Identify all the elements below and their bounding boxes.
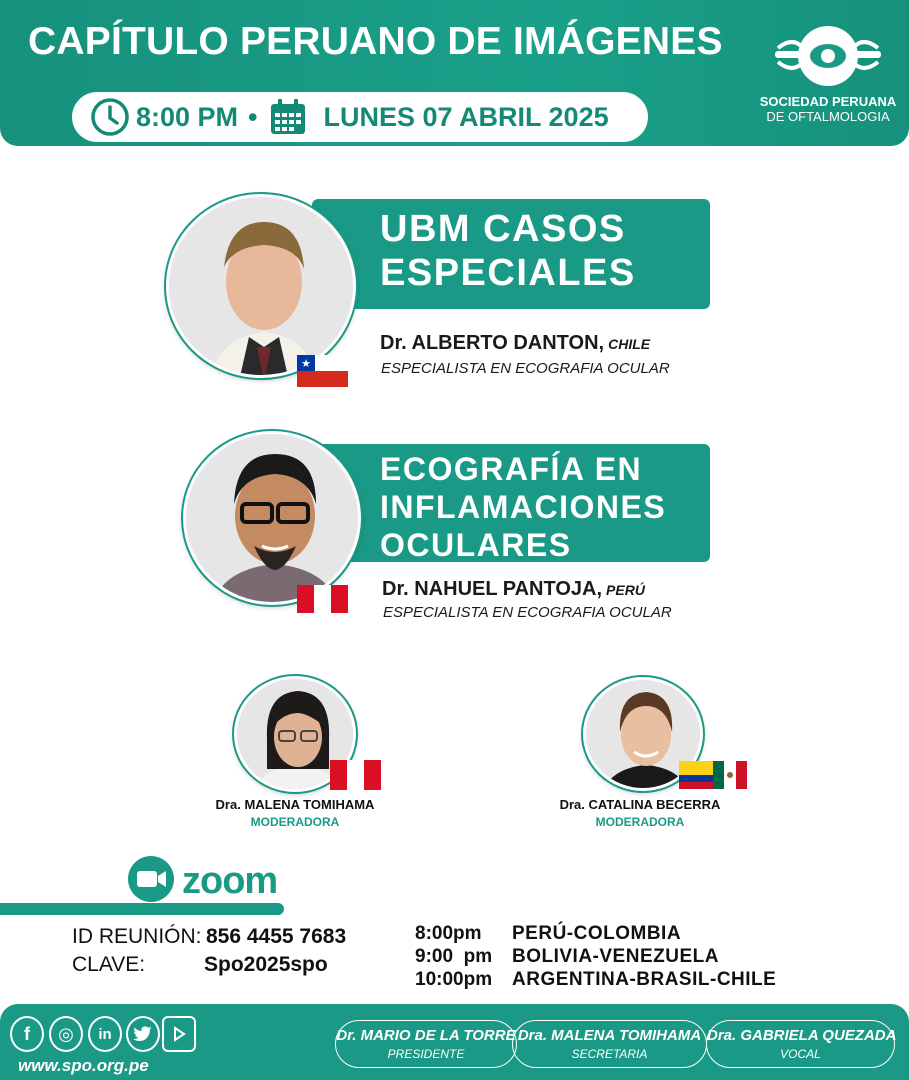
board-president-role: PRESIDENTE [387,1047,465,1061]
zoom-camera-icon [128,856,174,902]
board-president-name: Dr. MARIO DE LA TORRE [336,1027,516,1044]
org-name-line2: DE OFTALMOLOGIA [766,109,890,124]
schedule-time-3: 10:00pm [415,969,493,990]
schedule-place-1: PERÚ-COLOMBIA [512,923,682,944]
chile-flag [297,355,348,387]
mexico-flag [713,761,747,789]
clock-icon [90,97,130,137]
svg-text:★: ★ [301,357,311,370]
spo-logo [758,18,898,138]
talk-title-banner-2 [312,444,710,562]
moderator-name-becerra: Dra. CATALINA BECERRA [559,797,721,812]
moderator-role-becerra: MODERADORA [595,815,685,829]
schedule-place-2: BOLIVIA-VENEZUELA [512,946,719,967]
peru-flag [297,585,348,613]
spo-eye-logo-icon [773,18,883,88]
talk-2-title-line3: OCULARES [380,527,572,563]
zoom-underline-bar [0,903,284,915]
meeting-id-label: ID REUNIÓN: [72,925,202,948]
footer-bar [0,1004,909,1080]
event-title: CAPÍTULO PERUANO DE IMÁGENES [28,20,723,63]
board-vocal-role: VOCAL [780,1047,821,1061]
play-icon [171,1026,187,1042]
board-member-vocal [706,1020,895,1068]
meeting-id-value[interactable]: 856 4455 7683 [206,925,347,948]
facebook-icon[interactable]: f [10,1016,44,1052]
zoom-brand: zoom [182,860,278,902]
moderator-name-tomihama: Dra. MALENA TOMIHAMA [215,797,375,812]
talk-1-title-line2: ESPECIALES [380,252,636,294]
speaker-portrait-danton [169,197,356,378]
speaker-portrait-pantoja [186,434,361,605]
speaker-role-danton: ESPECIALISTA EN ECOGRAFIA OCULAR [381,360,670,377]
talk-title-banner-1 [312,199,710,309]
board-member-president [335,1020,517,1068]
twitter-icon[interactable] [126,1016,160,1052]
board-secretary-name: Dra. MALENA TOMIHAMA [517,1027,702,1044]
speaker-name-danton [380,332,650,355]
colombia-flag [679,761,713,789]
meeting-password-value[interactable]: Spo2025spo [204,953,328,976]
speaker-2-country: PERÚ [606,582,645,598]
header-banner [0,0,909,146]
speaker-role-pantoja: ESPECIALISTA EN ECOGRAFIA OCULAR [383,604,672,621]
board-vocal-name: Dra. GABRIELA QUEZADA [707,1027,897,1044]
speaker-photo-danton [166,194,356,378]
twitter-bird-icon [133,1026,153,1042]
moderator-role-tomihama: MODERADORA [250,815,340,829]
instagram-icon[interactable]: ◎ [49,1016,83,1052]
date-time-pill [72,92,648,142]
event-date: LUNES 07 ABRIL 2025 [323,101,609,132]
youtube-icon[interactable] [162,1016,196,1052]
speaker-1-name: Dr. ALBERTO DANTON, [380,332,605,354]
schedule-time-2: 9:00 pm [415,946,493,967]
schedule-time-1: 8:00pm [415,923,482,944]
talk-2-title-line1: ECOGRAFÍA EN [380,451,643,487]
board-member-secretary [512,1020,707,1068]
speaker-2-name: Dr. NAHUEL PANTOJA, [382,578,603,600]
speaker-photo-pantoja [183,431,361,605]
linkedin-icon[interactable]: in [88,1016,122,1052]
separator-dot: • [248,101,258,132]
event-time: 8:00 PM [136,101,239,132]
speaker-1-country: CHILE [608,336,651,352]
speaker-name-pantoja [382,578,645,601]
talk-2-title-line2: INFLAMACIONES [380,489,667,525]
meeting-password-label: CLAVE: [72,953,146,976]
schedule-place-3: ARGENTINA-BRASIL-CHILE [512,969,777,990]
peru-flag-moderator [330,760,381,790]
org-name-line1: SOCIEDAD PERUANA [759,94,897,109]
talk-1-title-line1: UBM CASOS [380,208,626,250]
website-link[interactable]: www.spo.org.pe [18,1056,149,1075]
board-secretary-role: SECRETARIA [571,1047,648,1061]
calendar-icon [268,97,308,137]
zoom-icon [128,856,174,902]
